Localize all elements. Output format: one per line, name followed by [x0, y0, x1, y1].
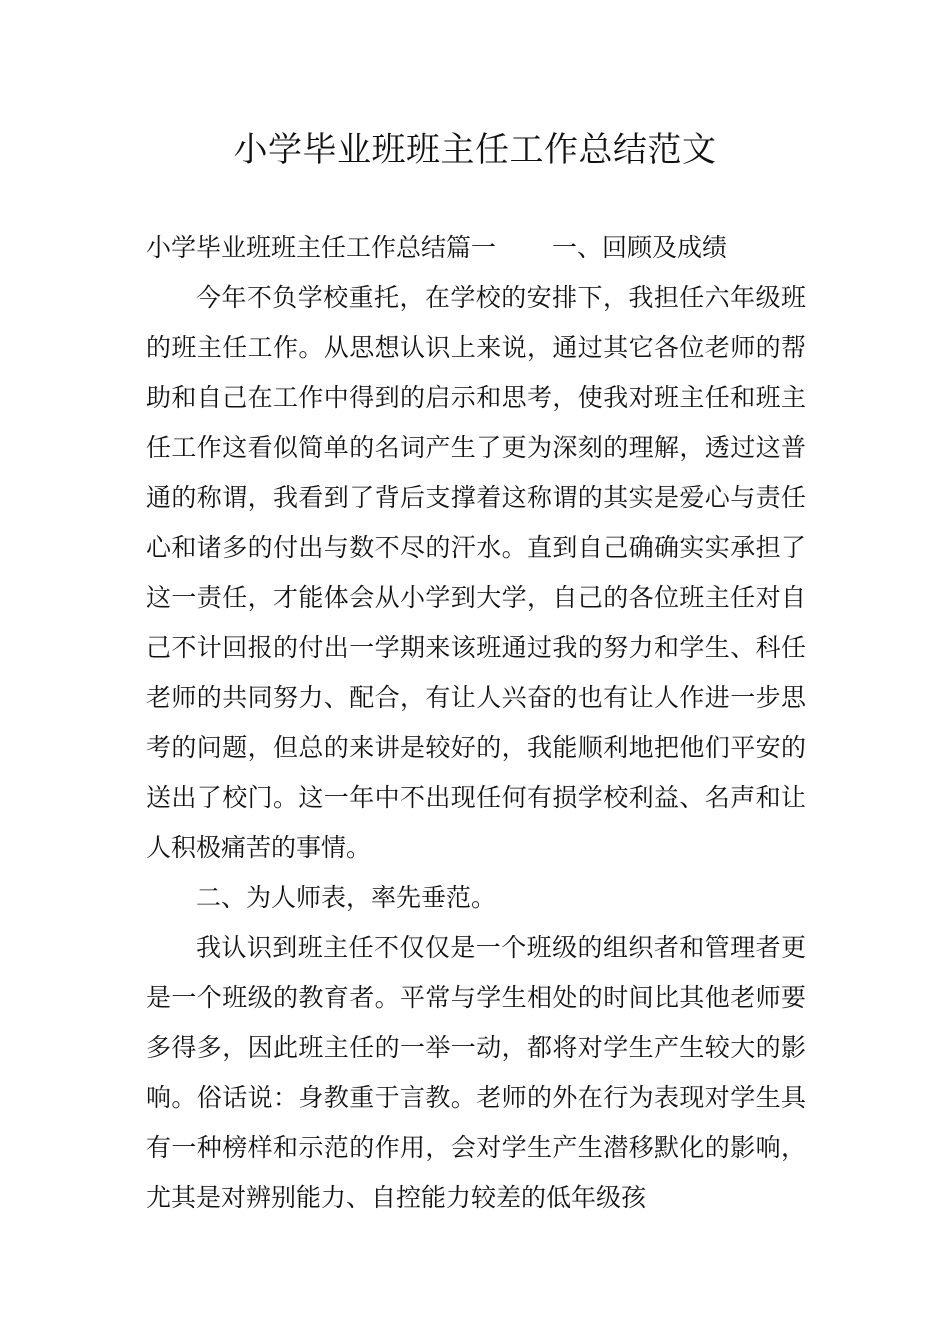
document-subtitle: 小学毕业班班主任工作总结篇一 [146, 233, 497, 262]
paragraph-1: 今年不负学校重托，在学校的安排下，我担任六年级班的班主任工作。从思想认识上来说，通过其它各位老师的帮助和自己在工作中得到的启示和思考，使我对班主任和班主任工作这看似简单的名词产生了更为深刻的理解，透过这普通的称谓，我看到了背后支撑着这称谓的其实是爱心与责任心和诸多的付出与数不尽的汗水。直到自己确确实实承担了这一责任，才能体会从小学到大学，自己的各位班主任对自己不计回报的付出一学期来该班通过我的努力和学生、科任老师的共同努力、配合，有让人兴奋的也有让人作进一步思考的问题，但总的来讲是较好的，我能顺利地把他们平安的送出了校门。这一年中不出现任何有损学校利益、名声和让人积极痛苦的事情。 [146, 283, 806, 862]
paragraph-2: 我认识到班主任不仅仅是一个班级的组织者和管理者更是一个班级的教育者。平常与学生相处的时间比其他老师要多得多，因此班主任的一举一动，都将对学生产生较大的影响。俗话说：身教重于言教。老师的外在行为表现对学生具有一种榜样和示范的作用，会对学生产生潜移默化的影响，尤其是对辨别能力、自控能力较差的低年级孩 [146, 933, 806, 1212]
document-title: 小学毕业班班主任工作总结范文 [233, 130, 717, 170]
subtitle-line [146, 223, 806, 273]
section-heading-2: 二、为人师表，率先垂范。 [196, 883, 497, 912]
section-heading-1: 一、回顾及成绩 [552, 233, 728, 262]
document-body [146, 223, 806, 1223]
